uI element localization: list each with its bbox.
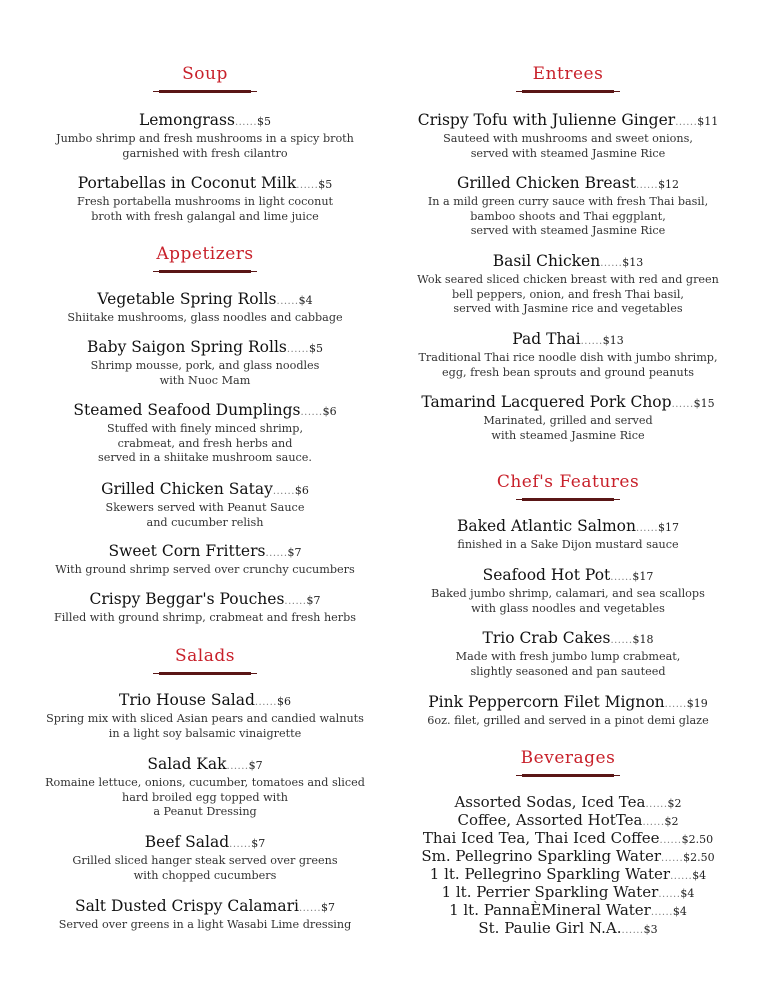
item-name: Beef Salad [144,833,230,851]
item-name: Salad Kak [147,755,227,773]
item-name: Grilled Chicken Satay [101,480,273,498]
item-price: $2 [664,815,679,828]
leader-dots: ...... [226,761,249,772]
heading-divider [522,498,614,501]
item-description: Fresh portabella mushrooms in light coconut broth with fresh galangal and lime juice [76,195,334,223]
item-price: $7 [251,837,266,850]
leader-dots: ...... [580,336,603,347]
item-name: 1 lt. Perrier Sparkling Water [441,883,659,901]
item-price: $7 [287,546,302,559]
item-price: $13 [602,334,624,347]
heading-divider [522,774,614,777]
section-entrees [378,64,758,93]
section-heading: Salads [175,646,235,666]
item-name: Thai Iced Tea, Thai Iced Coffee [422,829,660,847]
leader-dots: ...... [610,572,633,583]
menu-item [19,290,391,326]
leader-dots: ...... [296,180,319,191]
item-price: $11 [697,115,719,128]
item-description: Baked jumbo shrimp, calamari, and sea scallops with glass noodles and vegetables [431,587,705,615]
item-price: $7 [306,594,321,607]
item-description: Spring mix with sliced Asian pears and candied walnuts in a light soy balsamic vinaigrette [46,712,364,740]
item-name: Baked Atlantic Salmon [456,517,636,535]
section-heading: Appetizers [156,244,254,264]
item-name: Trio House Salad [119,691,255,709]
menu-item [19,833,391,883]
item-description: Romaine lettuce, onions, cucumber, tomatoes and sliced hard broiled egg topped with a Peanut Dressing [45,776,365,819]
item-name: Vegetable Spring Rolls [97,290,277,308]
leader-dots: ...... [229,839,252,850]
menu-item [19,401,391,466]
item-name: Grilled Chicken Breast [456,174,636,192]
item-name: Assorted Sodas, Iced Tea [454,793,646,811]
leader-dots: ...... [254,697,277,708]
menu-item [378,330,758,380]
menu-item [19,897,391,933]
menu-item [378,693,758,729]
menu-item [378,252,758,317]
leader-dots: ...... [635,523,659,534]
item-price: $2.50 [681,833,714,846]
leader-dots: ...... [300,407,323,418]
section-salads [19,646,391,675]
item-name: Sm. Pellegrino Sparkling Water [421,847,662,865]
menu-item [378,393,758,443]
item-price: $7 [321,901,336,914]
item-description: Stuffed with finely minced shrimp, crabmeat, and fresh herbs and served in a shiitake mushroom sauce. [98,422,312,465]
leader-dots: ...... [265,548,288,559]
leader-dots: ...... [276,296,299,307]
item-price: $6 [294,484,309,497]
menu-item [19,174,391,224]
heading-divider [159,90,251,93]
section-soup [19,64,391,93]
item-description: With ground shrimp served over crunchy cucumbers [55,563,355,576]
leader-dots: ...... [670,871,693,882]
menu-item [378,174,758,239]
item-price: $2.50 [683,851,715,864]
item-price: $4 [672,905,687,918]
item-name: Crispy Tofu with Julienne Ginger [417,111,676,129]
leader-dots: ...... [664,699,687,710]
item-description: Shiitake mushrooms, glass noodles and cabbage [67,311,343,324]
menu-item [19,691,391,741]
item-name: Sweet Corn Fritters [108,542,266,560]
menu-item [19,338,391,388]
leader-dots: ...... [675,117,698,128]
item-name: Pink Peppercorn Filet Mignon [428,693,665,711]
menu-item [378,566,758,616]
menu-item [19,590,391,626]
item-name: Basil Chicken [492,252,601,270]
item-price: $7 [248,759,263,772]
item-description: Shrimp mousse, pork, and glass noodles with Nuoc Mam [90,359,320,387]
leader-dots: ...... [621,925,644,936]
leader-dots: ...... [284,596,307,607]
item-name: Salt Dusted Crispy Calamari [74,897,299,915]
leader-dots: ...... [600,258,623,269]
leader-dots: ...... [642,817,665,828]
heading-divider [159,270,251,273]
item-name: Tamarind Lacquered Pork Chop [421,393,672,411]
item-description: Served over greens in a light Wasabi Lime dressing [58,918,352,931]
menu-item [378,629,758,679]
leader-dots: ...... [671,399,694,410]
menu-item [378,111,758,161]
section-heading: Entrees [532,64,604,84]
leader-dots: ...... [298,903,322,914]
item-description: Sauteed with mushrooms and sweet onions, served with steamed Jasmine Rice [443,132,693,160]
item-price: $4 [692,869,707,882]
section-appetizers [19,244,391,273]
leader-dots: ...... [645,799,668,810]
item-description: Grilled sliced hanger steak served over greens with chopped cucumbers [72,854,338,882]
item-name: Crispy Beggar's Pouches [89,590,285,608]
menu-item [19,480,391,530]
item-description: Skewers served with Peanut Sauce and cucumber relish [105,501,305,529]
item-name: Lemongrass [138,111,235,129]
item-description: Marinated, grilled and served with steamed Jasmine Rice [483,414,653,442]
beverage-item [378,919,758,940]
leader-dots: ...... [286,344,309,355]
menu-item [19,542,391,578]
item-price: $17 [632,570,654,583]
item-price: $5 [318,178,333,191]
item-price: $19 [686,697,708,710]
leader-dots: ...... [658,889,681,900]
menu-item [19,755,391,820]
leader-dots: ...... [272,486,295,497]
item-name: Seafood Hot Pot [482,566,611,584]
heading-divider [522,90,614,93]
leader-dots: ...... [234,117,258,128]
item-name: St. Paulie Girl N.A. [478,919,622,937]
leader-dots: ...... [635,180,659,191]
section-beverages [378,748,758,777]
item-price: $4 [680,887,695,900]
item-price: $18 [632,633,654,646]
section-heading: Beverages [520,748,616,768]
item-price: $3 [643,923,658,936]
item-description: In a mild green curry sauce with fresh Thai basil, bamboo shoots and Thai eggplant, served with steamed Jasmine Rice [427,195,709,238]
item-price: $6 [276,695,291,708]
item-description: Jumbo shrimp and fresh mushrooms in a spicy broth garnished with fresh cilantro [56,132,354,160]
menu-item [19,111,391,161]
item-price: $5 [257,115,272,128]
item-name: Trio Crab Cakes [482,629,611,647]
item-price: $5 [308,342,323,355]
leader-dots: ...... [650,907,673,918]
item-price: $12 [658,178,680,191]
item-name: 1 lt. PannaÈMineral Water [449,901,651,919]
section-heading: Soup [182,64,228,84]
item-name: Steamed Seafood Dumplings [73,401,301,419]
item-name: Pad Thai [512,330,581,348]
item-name: Baby Saigon Spring Rolls [87,338,287,356]
item-name: 1 lt. Pellegrino Sparkling Water [429,865,671,883]
item-description: Wok seared sliced chicken breast with red and green bell peppers, onion, and fresh Thai basil, served with Jasmine rice and vegetables [417,273,719,316]
item-description: 6oz. filet, grilled and served in a pinot demi glaze [427,714,709,727]
item-name: Portabellas in Coconut Milk [77,174,297,192]
item-price: $13 [622,256,644,269]
item-description: Traditional Thai rice noodle dish with jumbo shrimp, egg, fresh bean sprouts and ground peanuts [418,351,718,379]
item-price: $2 [667,797,682,810]
leader-dots: ...... [610,635,633,646]
item-price: $15 [693,397,715,410]
item-description: Filled with ground shrimp, crabmeat and fresh herbs [53,611,357,624]
item-description: Made with fresh jumbo lump crabmeat, slightly seasoned and pan sauteed [455,650,681,678]
leader-dots: ...... [659,835,682,846]
menu-item [378,517,758,553]
item-price: $4 [298,294,313,307]
section-heading: Chef's Features [496,472,640,492]
item-price: $17 [658,521,680,534]
leader-dots: ...... [661,853,684,864]
item-description: finished in a Sake Dijon mustard sauce [457,538,679,551]
heading-divider [159,672,251,675]
item-name: Coffee, Assorted HotTea [457,811,643,829]
item-price: $6 [322,405,337,418]
section-chefs-features [378,472,758,501]
